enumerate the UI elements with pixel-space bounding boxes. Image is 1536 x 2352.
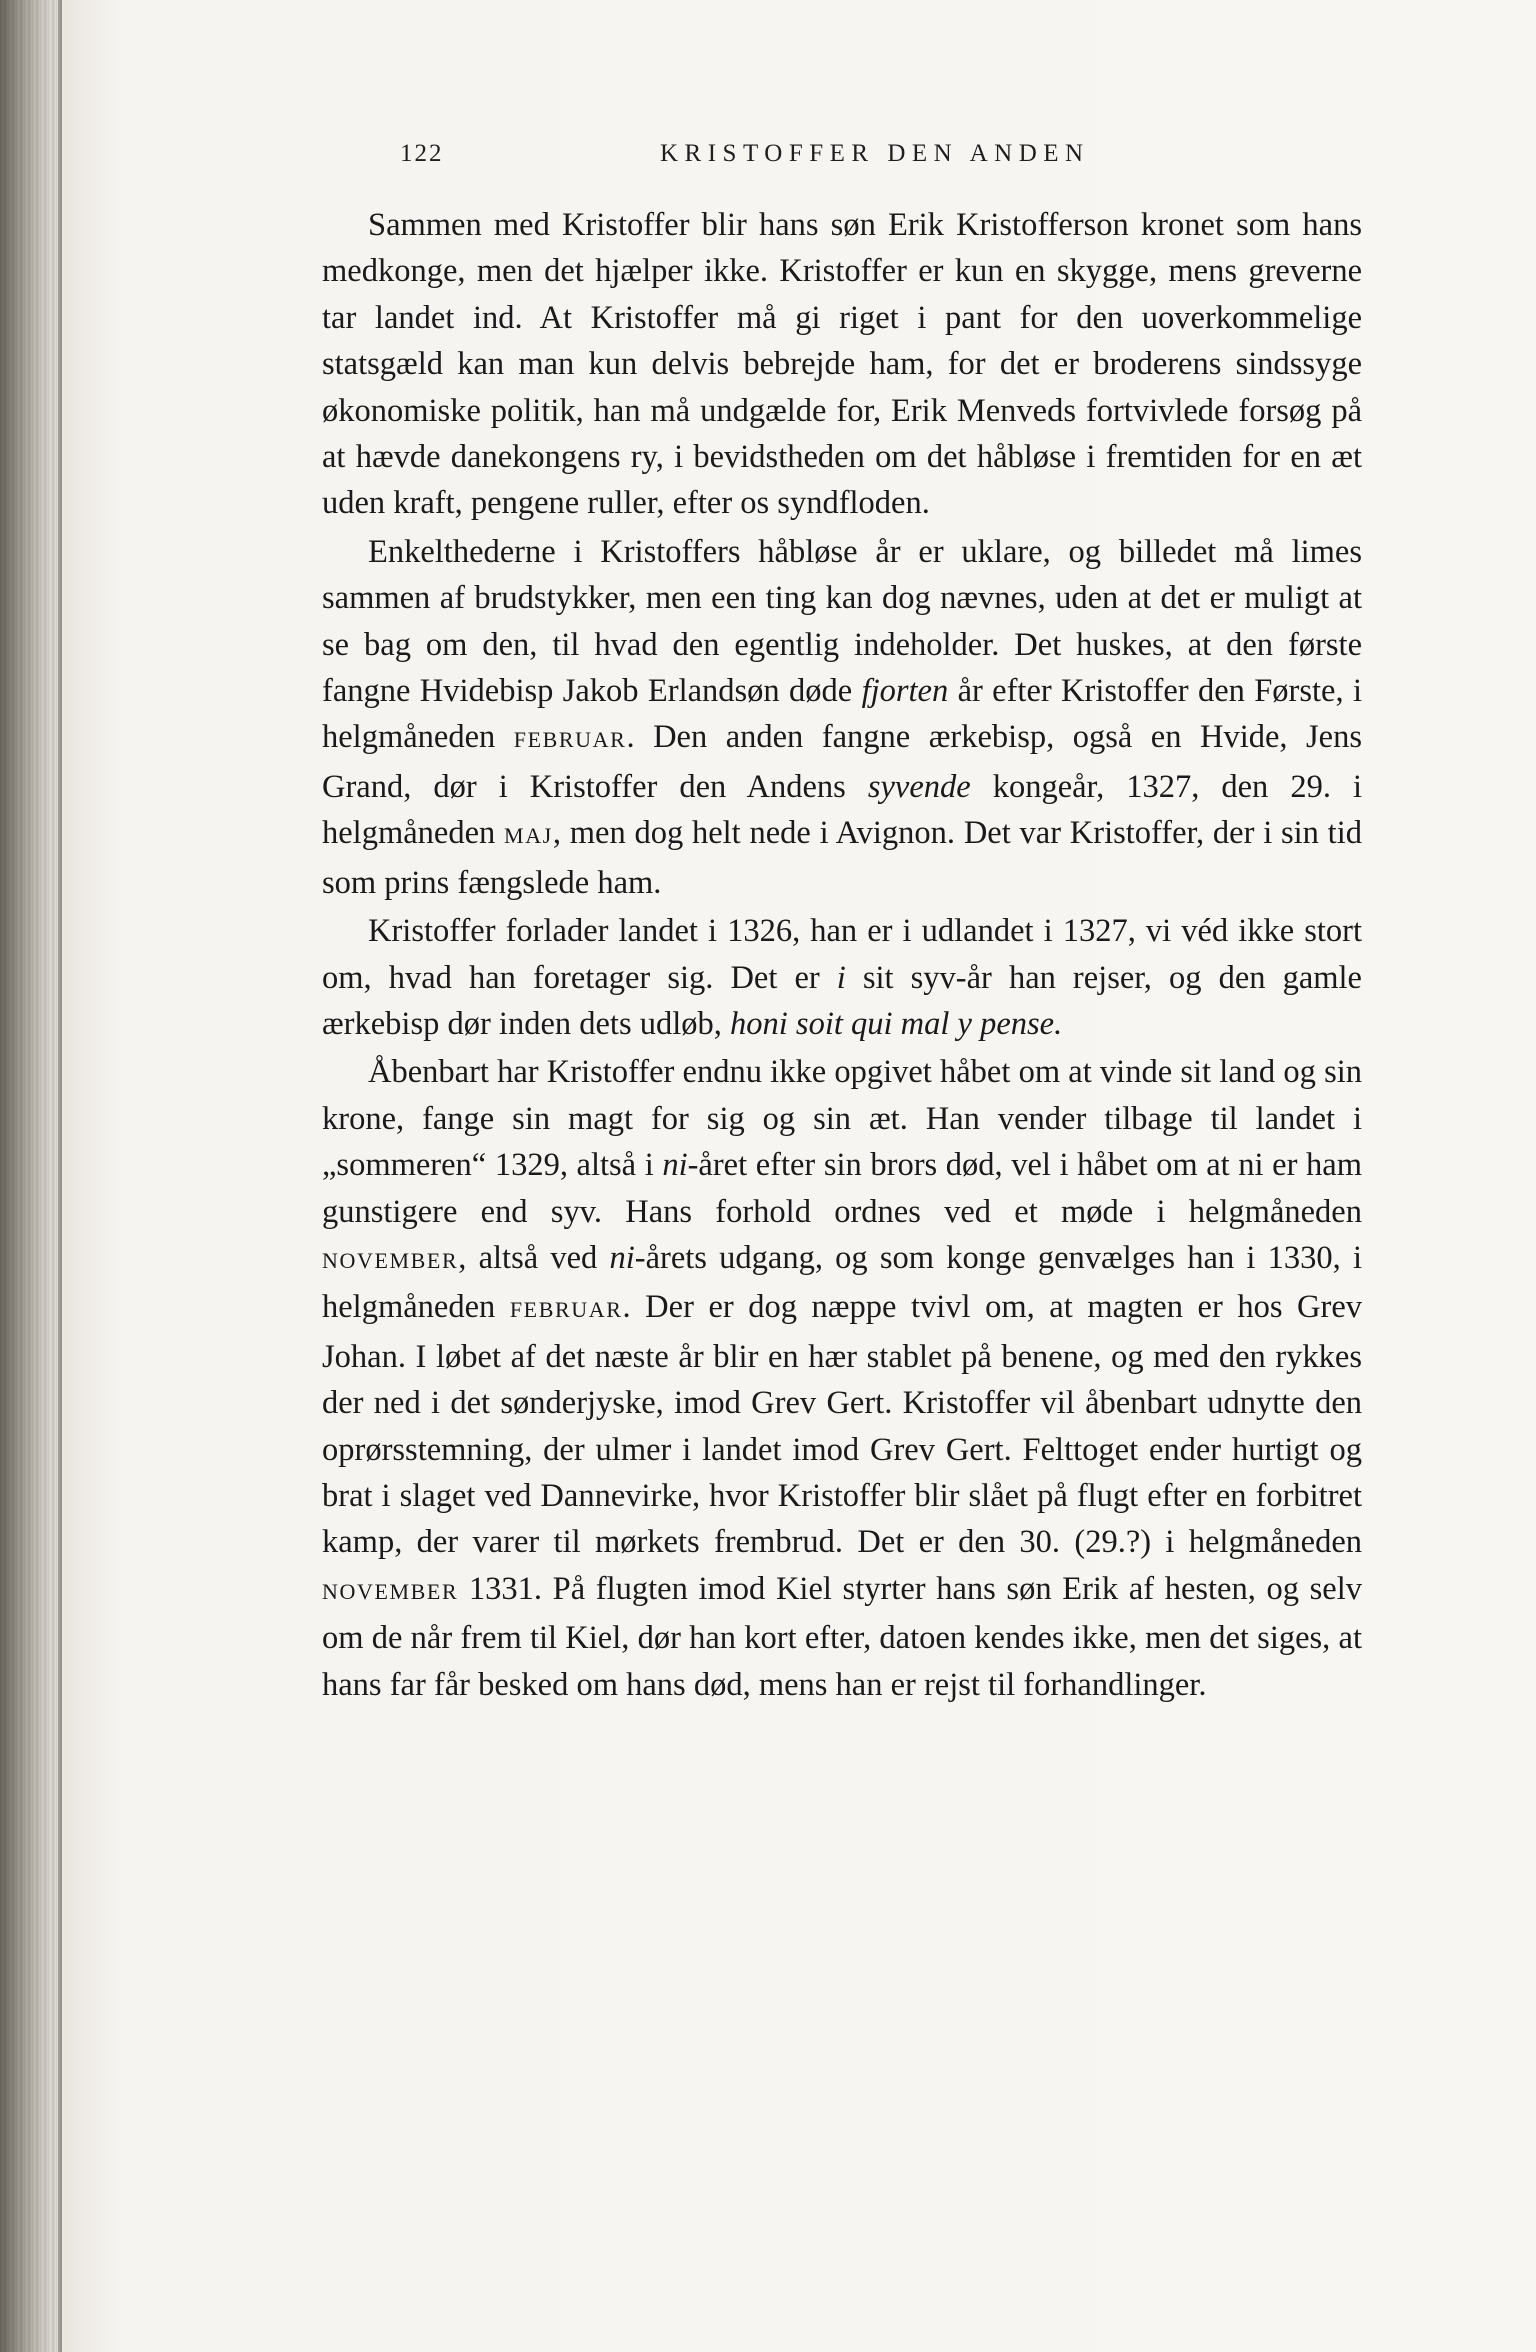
running-title: KRISTOFFER DEN ANDEN [660,140,1090,167]
text-run: Enkelthederne i Kristoffers håbløse år er uklare, og billedet må limes sammen af brudstykker, men een ting kan dog nævnes, uden at det er muligt at se bag om den, til hvad den egentlig indeholder. Det huskes, at den første fangne Hvidebisp Jakob Erlandsøn døde [322,533,1362,710]
smallcaps-text: NOVEMBER [322,1578,459,1604]
paragraph [322,202,1362,527]
italic-text: i [836,959,846,996]
smallcaps-text: FEBRUAR [513,727,627,753]
text-run: , altså ved [458,1239,610,1276]
text-run: . Den anden fangne ærkebisp, også en Hvide, Jens Grand, dør i Kristoffer den Andens [322,719,1362,805]
text-run: år efter Kristoffer den Første, i helgmåneden [322,673,1362,756]
book-binding-gutter [0,0,62,2352]
text-run: . Der er dog næppe tvivl om, at magten er hos Grev Johan. I løbet af det næste år blir en hær stablet på benene, og med den rykkes der ned i det sønderjyske, imod Grev Gert. Kristoffer vil åbenbart udnytte den oprørsstemning, der ulmer i landet imod Grev Gert. Felttoget ender hurtigt og brat i slaget ved Dannevirke, hvor Kristoffer blir slået på flugt efter en forbitret kamp, der varer til mørkets frembrud. Det er den 30. (29.?) i helgmåneden [322,1289,1363,1561]
text-run: Åbenbart har Kristoffer endnu ikke opgivet håbet om at vinde sit land og sin krone, fange sin magt for sig og sin æt. Han vender tilbage til landet i „sommeren“ 1329, altså i [322,1054,1362,1184]
smallcaps-text: NOVEMBER [322,1247,459,1273]
text-run: -årets udgang, og som konge genvælges han i 1330, i helgmåneden [322,1239,1363,1326]
italic-text: honi soit qui mal y pense. [730,1005,1063,1042]
paragraph [322,529,1362,906]
running-head [400,136,1160,172]
text-run: , men dog helt nede i Avignon. Det var Kristoffer, der i sin tid som prins fængslede ham. [322,815,1362,901]
text-run: kongeår, 1327, den 29. i helgmåneden [322,768,1363,852]
italic-text: fjorten [861,673,949,710]
page-number: 122 [400,140,444,167]
paragraph [322,908,1362,1047]
text-run: 1331. På flugten imod Kiel styrter hans søn Erik af hesten, og selv om de når frem til Kiel, dør han kort efter, datoen kendes ikke, men det siges, at hans far får besked om hans død, mens han er rejst til forhandlinger. [322,1570,1362,1703]
text-run: sit syv-år han rejser, og den gamle ærkebisp dør inden dets udløb, [322,959,1362,1042]
italic-text: ni [662,1147,688,1184]
italic-text: ni [609,1239,635,1276]
smallcaps-text: MAJ [504,823,553,849]
body-text [322,202,1362,1708]
smallcaps-text: FEBRUAR [509,1297,623,1323]
text-run: Kristoffer forlader landet i 1326, han er i udlandet i 1327, vi véd ikke stort om, hvad han foretager sig. Det er [322,913,1362,996]
paragraph [322,1049,1362,1708]
text-run: Sammen med Kristoffer blir hans søn Erik Kristofferson kronet som hans medkonge, men det hjælper ikke. Kristoffer er kun en skygge, mens greverne tar landet ind. At Kristoffer må gi riget i pant for den uoverkommelige statsgæld kan man kun delvis bebrejde ham, for det er broderens sindssyge økonomiske politik, han må undgælde for, Erik Menveds fortvivlede forsøg på at hævde danekongens ry, i bevidstheden om det håbløse i fremtiden for en æt uden kraft, pengene ruller, efter os syndfloden. [322,207,1362,522]
italic-text: syvende [867,768,971,805]
text-run: -året efter sin brors død, vel i håbet om at ni er ham gunstigere end syv. Hans forhold ordnes ved et møde i helgmåneden [322,1147,1362,1230]
